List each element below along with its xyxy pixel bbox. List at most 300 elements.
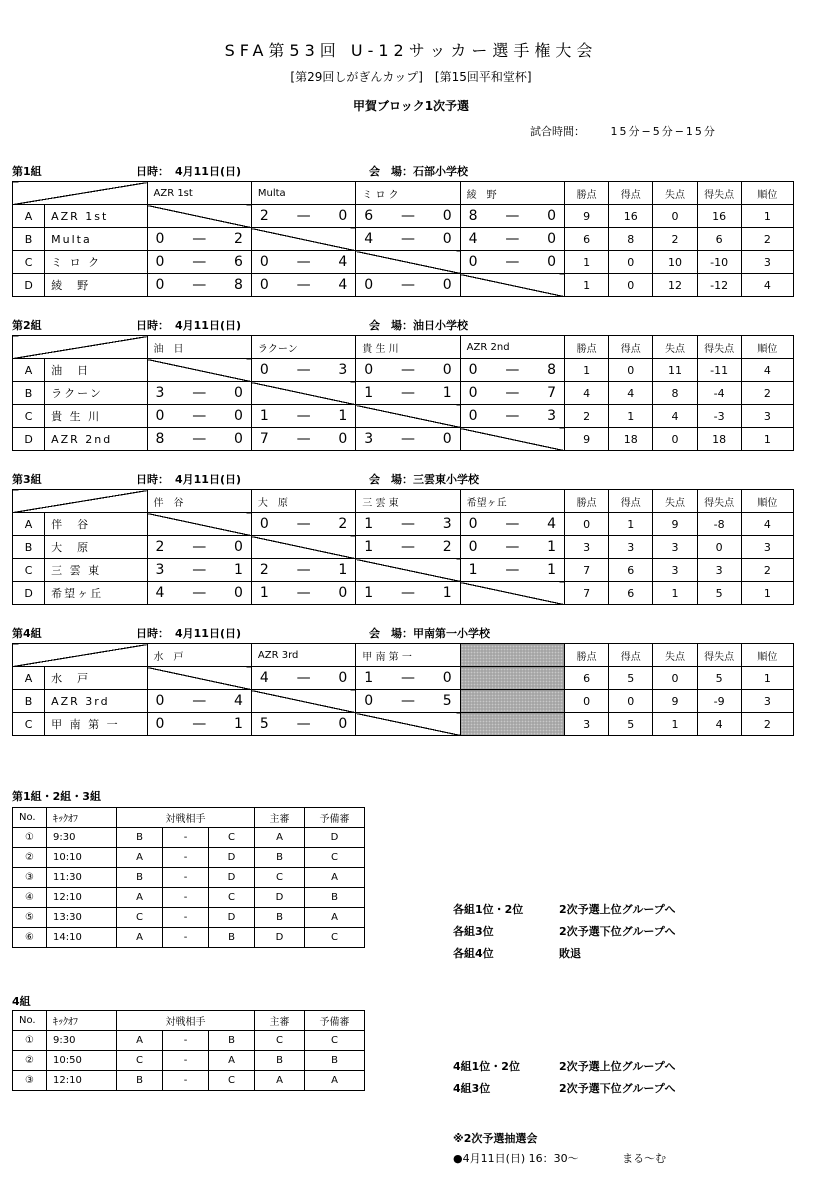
standings-table bbox=[12, 181, 794, 297]
score-dash: — bbox=[192, 408, 207, 424]
score-cell bbox=[460, 228, 564, 251]
stat-value: 6 bbox=[609, 559, 653, 582]
stat-value: 10 bbox=[653, 251, 697, 274]
stat-header: 順位 bbox=[741, 490, 793, 513]
score-dash: — bbox=[505, 408, 520, 424]
stat-value: 0 bbox=[609, 251, 653, 274]
opponent-header: 貴 生 川 bbox=[356, 336, 460, 359]
referee: A bbox=[255, 1071, 305, 1091]
schedule-row bbox=[13, 828, 365, 848]
score-dash: — bbox=[400, 585, 415, 601]
goals-for: 0 bbox=[364, 362, 374, 378]
goals-against: 0 bbox=[442, 231, 452, 247]
away-team: C bbox=[209, 828, 255, 848]
stat-value: 1 bbox=[741, 205, 793, 228]
score bbox=[148, 585, 251, 601]
home-team: A bbox=[117, 888, 163, 908]
stat-value: 3 bbox=[741, 251, 793, 274]
score bbox=[356, 516, 459, 532]
corner-cell bbox=[13, 490, 148, 513]
stat-value: 0 bbox=[653, 205, 697, 228]
opponent-header: 希望ヶ丘 bbox=[460, 490, 564, 513]
venue-value: 石部小学校 bbox=[413, 165, 468, 178]
page-title: SFA第53回 U-12サッカー選手権大会 bbox=[224, 41, 598, 60]
stat-header: 失点 bbox=[653, 644, 697, 667]
reserve-referee: D bbox=[305, 828, 365, 848]
away-team: A bbox=[209, 1051, 255, 1071]
stat-value: 6 bbox=[609, 582, 653, 605]
score bbox=[356, 385, 459, 401]
venue-value: 甲南第一小学校 bbox=[413, 627, 490, 640]
score bbox=[356, 693, 459, 709]
score-dash: — bbox=[296, 562, 311, 578]
referee: D bbox=[255, 928, 305, 948]
goals-for: 3 bbox=[364, 431, 374, 447]
team-letter: A bbox=[13, 667, 45, 690]
score-dash: — bbox=[400, 277, 415, 293]
self-match-cell bbox=[251, 690, 355, 713]
score-dash: — bbox=[296, 277, 311, 293]
goals-against: 8 bbox=[547, 362, 557, 378]
group-date bbox=[136, 625, 241, 642]
stat-value: 4 bbox=[741, 513, 793, 536]
score-cell bbox=[251, 405, 355, 428]
stat-header: 得失点 bbox=[697, 490, 741, 513]
score-dash: — bbox=[400, 208, 415, 224]
score bbox=[252, 670, 355, 686]
match-no: ⑤ bbox=[13, 908, 47, 928]
table-row bbox=[13, 559, 794, 582]
score bbox=[148, 231, 251, 247]
team-name: AZR 3rd bbox=[45, 690, 147, 713]
goals-for: 8 bbox=[468, 208, 478, 224]
group-header bbox=[0, 625, 822, 642]
away-team: C bbox=[209, 1071, 255, 1091]
stat-header: 順位 bbox=[741, 182, 793, 205]
team-letter: B bbox=[13, 536, 45, 559]
score-dash: — bbox=[400, 231, 415, 247]
goals-for: 7 bbox=[259, 431, 269, 447]
home-team: A bbox=[117, 928, 163, 948]
opponent-header: 水 戸 bbox=[147, 644, 251, 667]
score bbox=[252, 408, 355, 424]
goals-against: 0 bbox=[442, 362, 452, 378]
score-cell bbox=[147, 405, 251, 428]
goals-for: 1 bbox=[364, 516, 374, 532]
score bbox=[461, 562, 564, 578]
team-letter: A bbox=[13, 513, 45, 536]
kickoff-time: 10:10 bbox=[47, 848, 117, 868]
score bbox=[148, 385, 251, 401]
score-cell bbox=[460, 536, 564, 559]
goals-against: 0 bbox=[338, 716, 348, 732]
away-team: B bbox=[209, 928, 255, 948]
date-label: 日時： bbox=[136, 627, 169, 640]
score bbox=[252, 716, 355, 732]
score bbox=[252, 562, 355, 578]
goals-for: 6 bbox=[364, 208, 374, 224]
score-dash: — bbox=[296, 431, 311, 447]
opponent-header: 綾 野 bbox=[460, 182, 564, 205]
goals-against: 1 bbox=[547, 539, 557, 555]
schedule-row bbox=[13, 1031, 365, 1051]
goals-against: 0 bbox=[233, 431, 243, 447]
score bbox=[252, 254, 355, 270]
goals-for: 0 bbox=[468, 385, 478, 401]
date-value: 4月11日(日) bbox=[175, 165, 242, 178]
group-name: 第2組 bbox=[12, 319, 42, 332]
self-match-cell bbox=[147, 513, 251, 536]
schedule-row bbox=[13, 1051, 365, 1071]
stat-header: 得点 bbox=[609, 490, 653, 513]
goals-for: 1 bbox=[364, 539, 374, 555]
goals-against: 0 bbox=[442, 277, 452, 293]
table-row bbox=[13, 382, 794, 405]
score-dash: — bbox=[192, 431, 207, 447]
schedule-row bbox=[13, 908, 365, 928]
stat-value: 6 bbox=[697, 228, 741, 251]
score-dash: — bbox=[296, 670, 311, 686]
team-name: 水 戸 bbox=[45, 667, 147, 690]
stat-value: 5 bbox=[697, 582, 741, 605]
stat-value: -9 bbox=[697, 690, 741, 713]
team-name: 油 日 bbox=[45, 359, 147, 382]
stat-value: 4 bbox=[741, 274, 793, 297]
match-no: ② bbox=[13, 848, 47, 868]
stat-header: 勝点 bbox=[565, 182, 609, 205]
opponent-header: AZR 2nd bbox=[460, 336, 564, 359]
reserve-referee: A bbox=[305, 868, 365, 888]
table-row bbox=[13, 536, 794, 559]
venue-label: 会 場： bbox=[369, 473, 413, 486]
score-dash: — bbox=[192, 385, 207, 401]
goals-against: 3 bbox=[338, 362, 348, 378]
vs-dash: - bbox=[163, 1051, 209, 1071]
match-time bbox=[530, 123, 717, 139]
stat-value: 6 bbox=[565, 228, 609, 251]
schedule1-table bbox=[12, 807, 365, 948]
score-cell bbox=[356, 667, 460, 690]
score-dash: — bbox=[192, 254, 207, 270]
referee: C bbox=[255, 868, 305, 888]
goals-for: 1 bbox=[364, 670, 374, 686]
opponent-header: AZR 3rd bbox=[251, 644, 355, 667]
schedule-row bbox=[13, 928, 365, 948]
kickoff-time: 14:10 bbox=[47, 928, 117, 948]
self-match-cell bbox=[356, 251, 460, 274]
reserve-referee-header: 予備審 bbox=[305, 1011, 365, 1031]
stat-value: 1 bbox=[653, 713, 697, 736]
stat-value: 0 bbox=[609, 359, 653, 382]
table-row bbox=[13, 513, 794, 536]
goals-against: 2 bbox=[338, 516, 348, 532]
match-no: ④ bbox=[13, 888, 47, 908]
goals-against: 0 bbox=[338, 585, 348, 601]
score bbox=[356, 585, 459, 601]
self-match-cell bbox=[460, 428, 564, 451]
home-team: A bbox=[117, 848, 163, 868]
goals-against: 0 bbox=[547, 208, 557, 224]
score bbox=[356, 362, 459, 378]
stat-value: 0 bbox=[609, 274, 653, 297]
stat-value: 18 bbox=[609, 428, 653, 451]
table-header-row bbox=[13, 644, 794, 667]
score-cell bbox=[251, 559, 355, 582]
stat-header: 順位 bbox=[741, 336, 793, 359]
team-letter: D bbox=[13, 582, 45, 605]
stat-value: -4 bbox=[697, 382, 741, 405]
stat-value: 9 bbox=[565, 205, 609, 228]
venue-value: 三雲東小学校 bbox=[413, 473, 479, 486]
match-header: 対戦相手 bbox=[117, 1011, 255, 1031]
note-rank: 各組1位・2位 bbox=[453, 903, 524, 916]
stat-value: 3 bbox=[741, 690, 793, 713]
team-letter: C bbox=[13, 251, 45, 274]
home-team: B bbox=[117, 868, 163, 888]
goals-for: 3 bbox=[155, 562, 165, 578]
stat-value: 1 bbox=[609, 513, 653, 536]
match-no: ⑥ bbox=[13, 928, 47, 948]
score-cell bbox=[251, 667, 355, 690]
score bbox=[461, 254, 564, 270]
stat-value: 2 bbox=[741, 559, 793, 582]
group-date bbox=[136, 163, 241, 180]
group-venue bbox=[369, 317, 468, 334]
match-no: ③ bbox=[13, 1071, 47, 1091]
group-name: 第4組 bbox=[12, 627, 42, 640]
team-letter: A bbox=[13, 359, 45, 382]
team-letter: C bbox=[13, 559, 45, 582]
goals-against: 4 bbox=[338, 254, 348, 270]
score bbox=[148, 277, 251, 293]
schedule-header-row bbox=[13, 1011, 365, 1031]
goals-for: 4 bbox=[155, 585, 165, 601]
group-header bbox=[0, 471, 822, 488]
group-venue bbox=[369, 625, 490, 642]
match-no: ① bbox=[13, 1031, 47, 1051]
score-dash: — bbox=[505, 208, 520, 224]
score-cell bbox=[356, 228, 460, 251]
goals-against: 2 bbox=[233, 231, 243, 247]
note-rank: 4組3位 bbox=[453, 1082, 491, 1095]
goals-for: 0 bbox=[468, 539, 478, 555]
kickoff-time: 9:30 bbox=[47, 828, 117, 848]
stat-header: 得点 bbox=[609, 336, 653, 359]
goals-against: 0 bbox=[338, 208, 348, 224]
score bbox=[356, 208, 459, 224]
stat-value: 16 bbox=[697, 205, 741, 228]
score-cell bbox=[356, 582, 460, 605]
goals-for: 0 bbox=[155, 277, 165, 293]
team-name: 希望ヶ丘 bbox=[45, 582, 147, 605]
note-rank: 各組4位 bbox=[453, 947, 494, 960]
goals-for: 0 bbox=[364, 277, 374, 293]
score bbox=[252, 516, 355, 532]
corner-cell bbox=[13, 644, 148, 667]
score-dash: — bbox=[400, 539, 415, 555]
score-dash: — bbox=[400, 516, 415, 532]
goals-against: 3 bbox=[547, 408, 557, 424]
schedule-row bbox=[13, 868, 365, 888]
self-match-cell bbox=[460, 582, 564, 605]
reserve-referee: C bbox=[305, 1031, 365, 1051]
score-dash: — bbox=[505, 539, 520, 555]
stat-value: 1 bbox=[565, 274, 609, 297]
score bbox=[461, 385, 564, 401]
team-letter: B bbox=[13, 228, 45, 251]
score-cell bbox=[460, 382, 564, 405]
group-header bbox=[0, 317, 822, 334]
self-match-cell bbox=[251, 536, 355, 559]
goals-for: 1 bbox=[364, 385, 374, 401]
advance-note bbox=[453, 923, 793, 939]
match-header: 対戦相手 bbox=[117, 808, 255, 828]
stat-value: 2 bbox=[565, 405, 609, 428]
team-name: 三 雲 東 bbox=[45, 559, 147, 582]
score-dash: — bbox=[400, 362, 415, 378]
team-letter: C bbox=[13, 405, 45, 428]
stat-value: 0 bbox=[565, 513, 609, 536]
opponent-header bbox=[460, 644, 564, 667]
stat-value: 0 bbox=[697, 536, 741, 559]
goals-against: 0 bbox=[547, 231, 557, 247]
stat-value: 4 bbox=[741, 359, 793, 382]
stat-value: 3 bbox=[565, 536, 609, 559]
stat-value: 3 bbox=[697, 559, 741, 582]
stat-value: 3 bbox=[741, 536, 793, 559]
stat-value: 8 bbox=[653, 382, 697, 405]
group-date bbox=[136, 317, 241, 334]
goals-for: 0 bbox=[155, 408, 165, 424]
score-cell bbox=[147, 559, 251, 582]
score-dash: — bbox=[192, 693, 207, 709]
note-result: 2次予選下位グループへ bbox=[559, 1082, 676, 1095]
block-title: 甲賀ブロック1次予選 bbox=[352, 99, 470, 113]
goals-for: 3 bbox=[155, 385, 165, 401]
reserve-referee-header: 予備審 bbox=[305, 808, 365, 828]
date-label: 日時： bbox=[136, 473, 169, 486]
empty-cell bbox=[460, 713, 564, 736]
score-cell bbox=[147, 713, 251, 736]
score bbox=[461, 362, 564, 378]
note-result: 2次予選上位グループへ bbox=[559, 1060, 676, 1073]
stat-value: -10 bbox=[697, 251, 741, 274]
stat-value: 4 bbox=[565, 382, 609, 405]
goals-against: 0 bbox=[233, 408, 243, 424]
stat-value: 0 bbox=[609, 690, 653, 713]
score-dash: — bbox=[505, 516, 520, 532]
reserve-referee: C bbox=[305, 928, 365, 948]
stat-value: 7 bbox=[565, 559, 609, 582]
score bbox=[148, 716, 251, 732]
group-venue bbox=[369, 471, 479, 488]
referee: B bbox=[255, 848, 305, 868]
goals-against: 1 bbox=[233, 562, 243, 578]
date-value: 4月11日(日) bbox=[175, 473, 242, 486]
draw-place: まる〜む bbox=[622, 1152, 667, 1165]
goals-against: 2 bbox=[442, 539, 452, 555]
goals-against: 0 bbox=[233, 385, 243, 401]
stat-value: 1 bbox=[565, 251, 609, 274]
stat-value: 8 bbox=[609, 228, 653, 251]
goals-for: 1 bbox=[468, 562, 478, 578]
kickoff-time: 12:10 bbox=[47, 1071, 117, 1091]
standings-table bbox=[12, 643, 794, 736]
score-cell bbox=[147, 382, 251, 405]
score bbox=[148, 408, 251, 424]
score bbox=[356, 231, 459, 247]
goals-for: 0 bbox=[259, 277, 269, 293]
goals-against: 4 bbox=[233, 693, 243, 709]
score bbox=[252, 277, 355, 293]
vs-dash: - bbox=[163, 928, 209, 948]
standings-table bbox=[12, 335, 794, 451]
goals-for: 2 bbox=[259, 562, 269, 578]
date-value: 4月11日(日) bbox=[175, 319, 242, 332]
table-header-row bbox=[13, 182, 794, 205]
goals-for: 0 bbox=[468, 362, 478, 378]
goals-for: 1 bbox=[259, 585, 269, 601]
away-team: D bbox=[209, 868, 255, 888]
table-row bbox=[13, 428, 794, 451]
score-dash: — bbox=[505, 254, 520, 270]
goals-for: 4 bbox=[259, 670, 269, 686]
schedule-row bbox=[13, 848, 365, 868]
stat-value: 1 bbox=[741, 667, 793, 690]
score-dash: — bbox=[296, 362, 311, 378]
stat-value: 4 bbox=[609, 382, 653, 405]
stat-value: 16 bbox=[609, 205, 653, 228]
self-match-cell bbox=[460, 274, 564, 297]
score-dash: — bbox=[192, 585, 207, 601]
corner-cell bbox=[13, 336, 148, 359]
stat-value: 0 bbox=[565, 690, 609, 713]
score-cell bbox=[147, 274, 251, 297]
home-team: C bbox=[117, 1051, 163, 1071]
goals-against: 0 bbox=[338, 670, 348, 686]
goals-for: 1 bbox=[364, 585, 374, 601]
stat-value: -11 bbox=[697, 359, 741, 382]
draw-detail bbox=[453, 1150, 666, 1166]
home-team: A bbox=[117, 1031, 163, 1051]
opponent-header: 伴 谷 bbox=[147, 490, 251, 513]
table-row bbox=[13, 228, 794, 251]
schedule-row bbox=[13, 1071, 365, 1091]
score-dash: — bbox=[296, 208, 311, 224]
vs-dash: - bbox=[163, 868, 209, 888]
team-letter: A bbox=[13, 205, 45, 228]
stat-header: 得点 bbox=[609, 644, 653, 667]
note-rank: 4組1位・2位 bbox=[453, 1060, 520, 1073]
venue-label: 会 場： bbox=[369, 319, 413, 332]
goals-against: 0 bbox=[547, 254, 557, 270]
self-match-cell bbox=[356, 713, 460, 736]
score-cell bbox=[460, 359, 564, 382]
stat-header: 得点 bbox=[609, 182, 653, 205]
goals-against: 5 bbox=[442, 693, 452, 709]
schedule-header-row bbox=[13, 808, 365, 828]
no-header: No. bbox=[13, 1011, 47, 1031]
score-dash: — bbox=[296, 585, 311, 601]
self-match-cell bbox=[147, 359, 251, 382]
opponent-header: 三 雲 東 bbox=[356, 490, 460, 513]
score-dash: — bbox=[296, 516, 311, 532]
score bbox=[252, 585, 355, 601]
score-cell bbox=[251, 205, 355, 228]
score-dash: — bbox=[505, 385, 520, 401]
table-row bbox=[13, 359, 794, 382]
stat-value: -3 bbox=[697, 405, 741, 428]
